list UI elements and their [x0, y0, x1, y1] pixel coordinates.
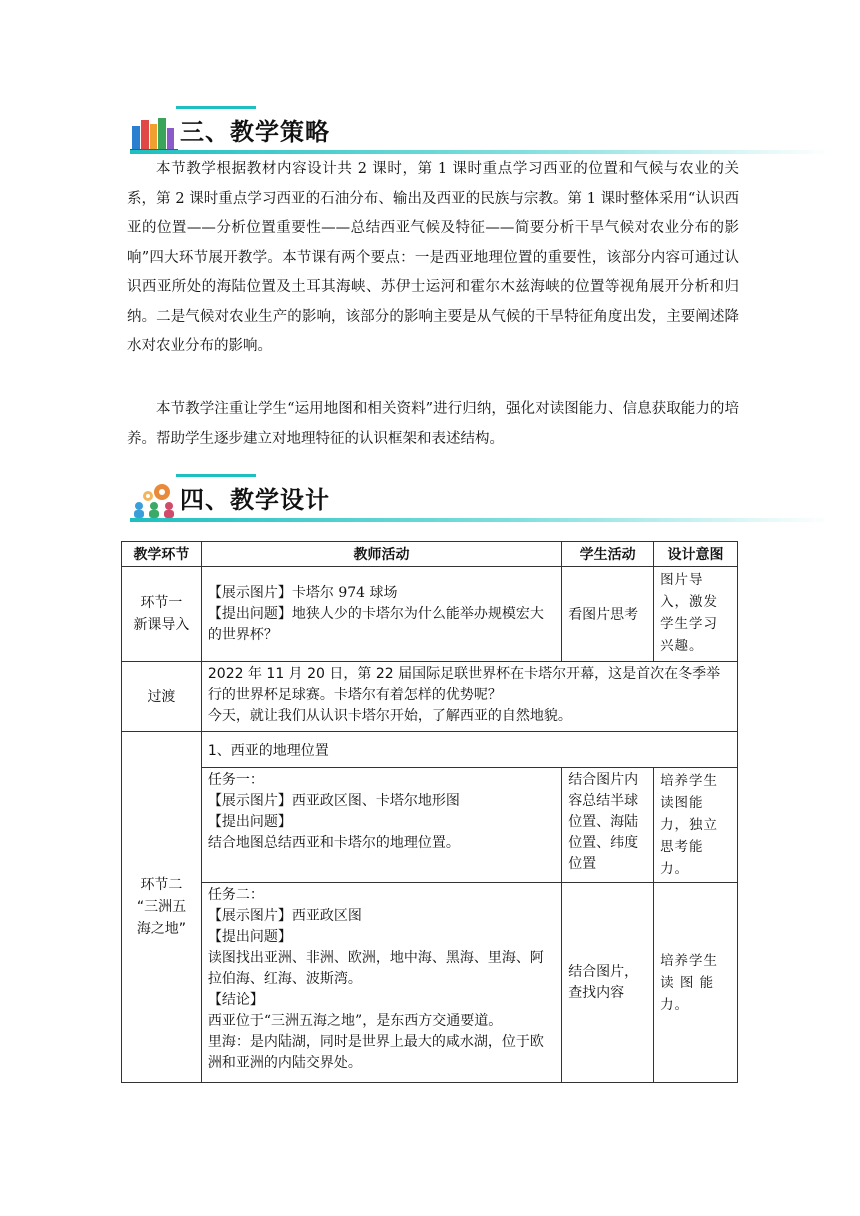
table-row: [122, 768, 738, 883]
accent-bar: [176, 106, 256, 109]
table-row: [122, 732, 738, 768]
header-design-intent: 设计意图: [654, 542, 738, 567]
table-row: [122, 662, 738, 732]
stage-cell: 环节一 新课导入: [122, 567, 202, 662]
header-teacher-activity: 教师活动: [201, 542, 561, 567]
design-intent-cell: 图片导 入，激发 学生学习 兴趣。: [654, 567, 738, 662]
strategy-paragraph-1: 本节教学根据教材内容设计共 2 课时，第 1 课时重点学习西亚的位置和气候与农业的关系，第 2 课时重点学习西亚的石油分布、输出及西亚的民族与宗教。第 1 课时整体采用“认识西亚的位置——分析位置重要性——总结西亚气候及特征——简要分析干旱气候对农业分布的影响”四大环节展开教学。本节课有两个要点：一是西亚地理位置的重要性，该部分内容可通过认识西亚所处的海陆位置及土耳其海峡、苏伊士运河和霍尔木兹海峡的位置等视角展开分析和归纳。二是气候对农业生产的影响，该部分的影响主要是从气候的干旱特征角度出发，主要阐述降水对农业分布的影响。: [127, 161, 739, 354]
transition-cell: 2022 年 11 月 20 日，第 22 届国际足联世界杯在卡塔尔开幕，这是首次在冬季举行的世界杯足球赛。卡塔尔有着怎样的优势呢？ 今天，就让我们从认识卡塔尔开始，了解西亚的自然地貌。: [201, 662, 737, 732]
section-4-heading: [130, 474, 830, 524]
books-icon: [130, 112, 178, 152]
heading-underline: [130, 150, 830, 154]
stage-cell: 过渡: [122, 662, 202, 732]
table-row: [122, 883, 738, 1083]
teaching-design-table: [121, 541, 738, 1083]
subsection-heading-cell: 1、西亚的地理位置: [201, 732, 737, 768]
stage-cell: 环节二 “三洲五 海之地”: [122, 732, 202, 1083]
accent-bar: [176, 474, 256, 477]
table-header-row: [122, 542, 738, 567]
header-student-activity: 学生活动: [562, 542, 654, 567]
gears-people-icon: [130, 480, 178, 520]
section-title: 四、教学设计: [180, 486, 330, 514]
header-stage: 教学环节: [122, 542, 202, 567]
teacher-activity-cell: 任务二： 【展示图片】西亚政区图 【提出问题】 读图找出亚洲、非洲、欧洲，地中海、黑海、里海、阿拉伯海、红海、波斯湾。 【结论】 西亚位于“三洲五海之地”，是东西方交通要道。 里海：是内陆湖，同时是世界上最大的咸水湖，位于欧洲和亚洲的内陆交界处。: [201, 883, 561, 1083]
heading-underline: [130, 518, 830, 522]
student-activity-cell: 结合图片， 查找内容: [562, 883, 654, 1083]
section-title: 三、教学策略: [180, 118, 330, 146]
table-row: [122, 567, 738, 662]
teacher-activity-cell: 【展示图片】卡塔尔 974 球场 【提出问题】地狭人少的卡塔尔为什么能举办规模宏大的世界杯？: [201, 567, 561, 662]
strategy-paragraph-2: 本节教学注重让学生“运用地图和相关资料”进行归纳，强化对读图能力、信息获取能力的培养。帮助学生逐步建立对地理特征的认识框架和表述结构。: [127, 401, 739, 447]
design-intent-cell: 培养学生 读 图 能 力。: [654, 883, 738, 1083]
teacher-activity-cell: 任务一： 【展示图片】西亚政区图、卡塔尔地形图 【提出问题】 结合地图总结西亚和卡塔尔的地理位置。: [201, 768, 561, 883]
section-3-heading: [130, 106, 830, 156]
design-intent-cell: 培养学生 读图能 力，独立 思考能 力。: [654, 768, 738, 883]
student-activity-cell: 结合图片内 容总结半球 位置、海陆 位置、纬度 位置: [562, 768, 654, 883]
student-activity-cell: 看图片思考: [562, 567, 654, 662]
